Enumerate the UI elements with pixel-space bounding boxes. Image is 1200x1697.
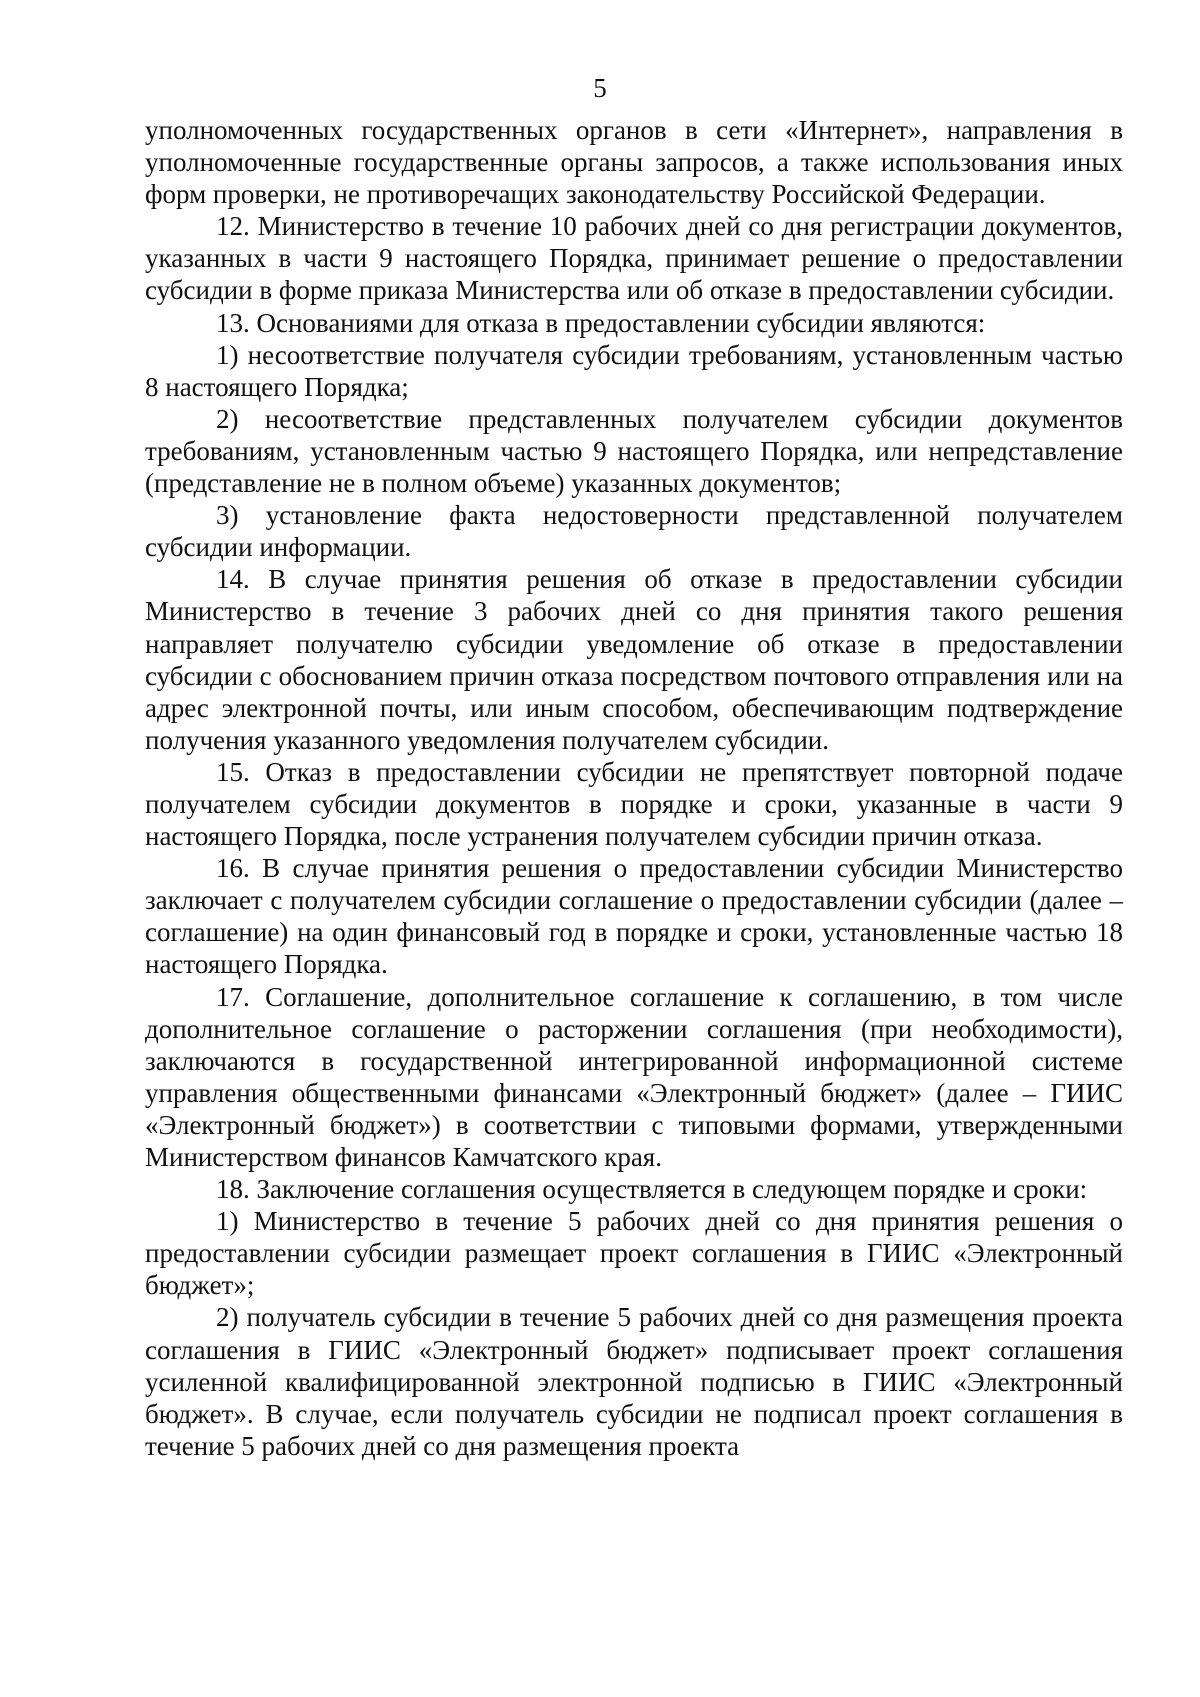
paragraph-12: 12. Министерство в течение 10 рабочих дней со дня регистрации документов, указанных в части 9 настоящего Порядка, принимает решение о предоставлении субсидии в форме приказа Министерства или об отказе в предоставлении субсидии.	[145, 211, 1123, 306]
paragraph-13: 13. Основаниями для отказа в предоставлении субсидии являются:	[216, 307, 986, 338]
paragraph-18-item-1: 1) Министерство в течение 5 рабочих дней со дня принятия решения о предоставлении субсидии размещает проект соглашения в ГИИС «Электронный бюджет»;	[145, 1206, 1123, 1301]
paragraph-14: 14. В случае принятия решения об отказе в предоставлении субсидии Министерство в течение 3 рабочих дней со дня принятия такого решения направляет получателю субсидии уведомление об отказе в предоставлении субсидии с обоснованием причин отказа посредством почтового отправления или на адрес электронной почты, или иным способом, обеспечивающим подтверждение получения указанного уведомления получателем субсидии.	[145, 564, 1123, 755]
paragraph-13-item-3: 3) установление факта недостоверности представленной получателем субсидии информации.	[145, 500, 1123, 563]
paragraph-17: 17. Соглашение, дополнительное соглашение к соглашению, в том числе дополнительное соглашение о расторжении соглашения (при необходимости), заключаются в государственной интегрированной информационной системе управления общественными финансами «Электронный бюджет» (далее – ГИИС «Электронный бюджет») в соответствии с типовыми формами, утвержденными Министерством финансов Камчатского края.	[145, 981, 1123, 1172]
paragraph-13-item-1: 1) несоответствие получателя субсидии требованиям, установленным частью 8 настоящего Порядка;	[145, 339, 1123, 402]
paragraph-18: 18. Заключение соглашения осуществляется в следующем порядке и сроки:	[216, 1174, 1088, 1205]
document-body	[145, 114, 1123, 1462]
paragraph-15: 15. Отказ в предоставлении субсидии не препятствует повторной подаче получателем субсидии документов в порядке и сроки, указанные в части 9 настоящего Порядка, после устранения получателем субсидии причин отказа.	[145, 756, 1123, 852]
paragraph-16: 16. В случае принятия решения о предоставлении субсидии Министерство заключает с получателем субсидии соглашение о предоставлении субсидии (далее – соглашение) на один финансовый год в порядке и сроки, установленные частью 18 настоящего Порядка.	[145, 853, 1123, 980]
page-number: 5	[593, 73, 607, 103]
paragraph-18-item-2: 2) получатель субсидии в течение 5 рабочих дней со дня размещения проекта соглашения в ГИИС «Электронный бюджет» подписывает проект соглашения усиленной квалифицированной электронной подписью в ГИИС «Электронный бюджет». В случае, если получатель субсидии не подписал проект соглашения в течение 5 рабочих дней со дня размещения проекта	[145, 1302, 1123, 1461]
paragraph-13-item-2: 2) несоответствие представленных получателем субсидии документов требованиям, установленным частью 9 настоящего Порядка, или непредставление (представление не в полном объеме) указанных документов;	[145, 403, 1123, 499]
paragraph-continuation: уполномоченных государственных органов в сети «Интернет», направления в уполномоченные государственные органы запросов, а также использования иных форм проверки, не противоречащих законодательству Российской Федерации.	[145, 115, 1123, 210]
